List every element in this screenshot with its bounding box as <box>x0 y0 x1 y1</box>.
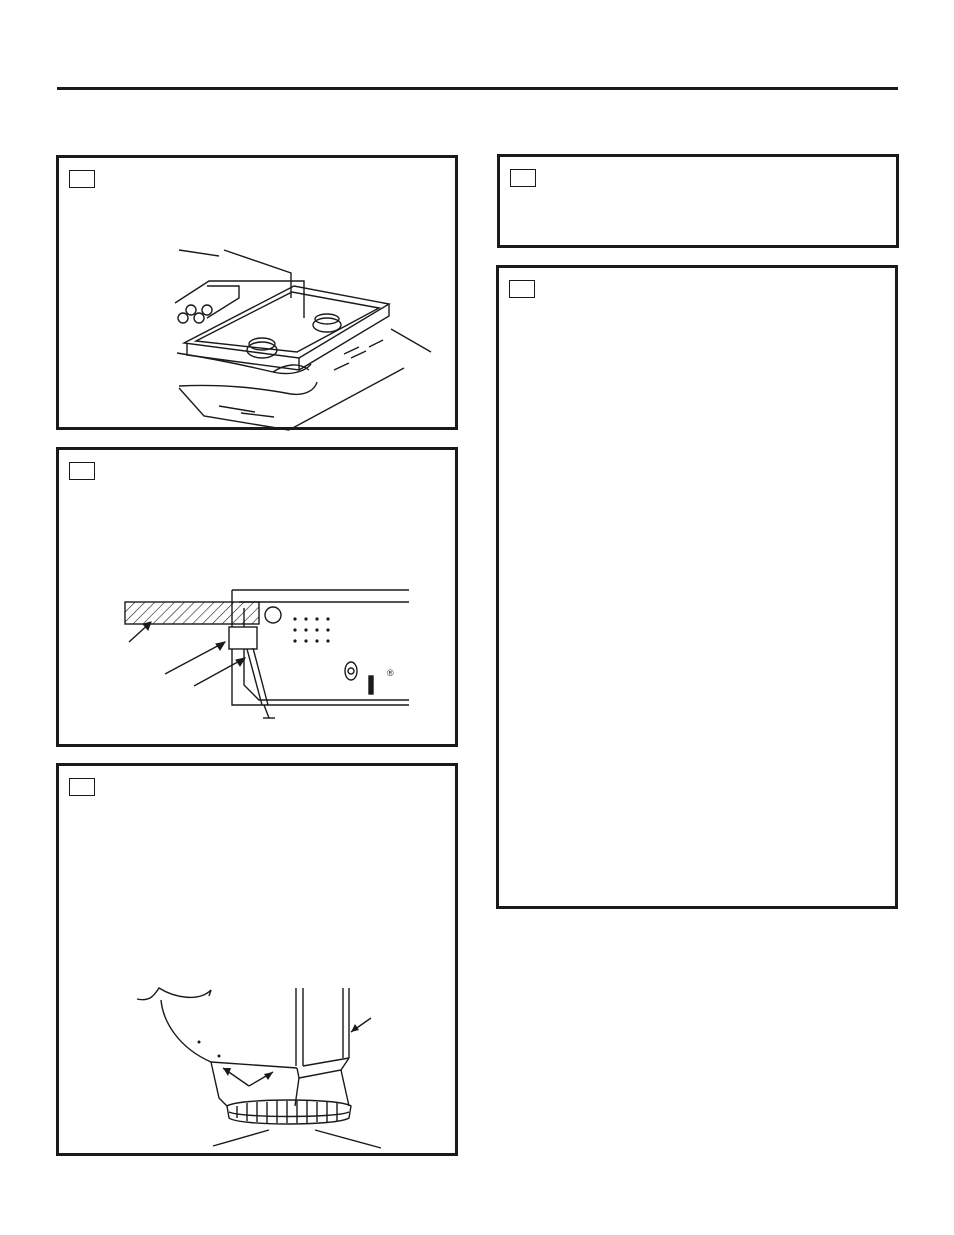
panel-secure-bracket <box>56 447 458 747</box>
leveling-leg-illustration <box>59 766 461 1159</box>
panel-level-range <box>56 763 458 1156</box>
panel-right-main <box>496 265 898 909</box>
cooktop-lift-illustration <box>59 158 461 433</box>
registered-mark: ® <box>387 668 394 678</box>
panel-right-top <box>497 154 899 248</box>
step-number-box <box>509 280 535 298</box>
header-rule <box>57 87 898 90</box>
panel-remove-cooktop <box>56 155 458 430</box>
bracket-illustration <box>59 450 461 750</box>
step-number-box <box>510 169 536 187</box>
